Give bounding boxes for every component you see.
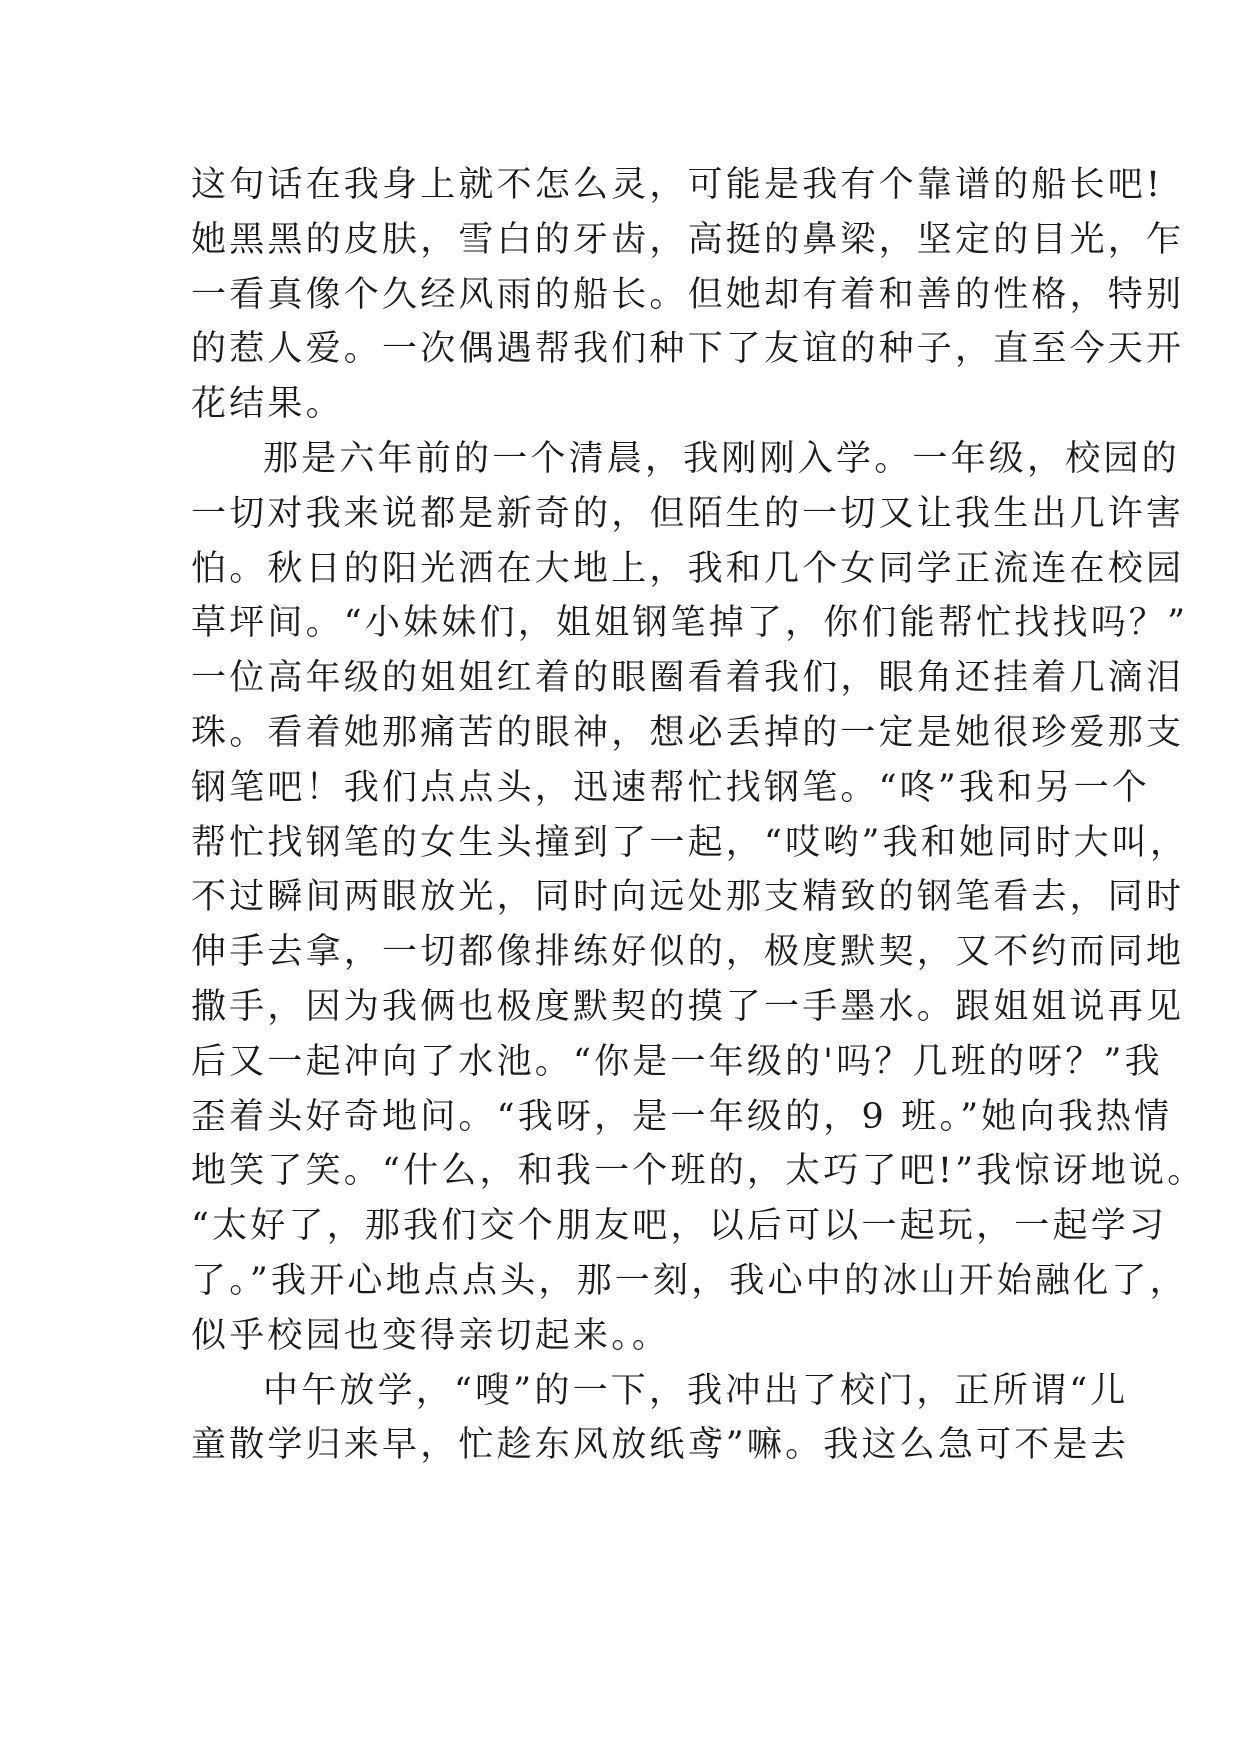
text-line: “太好了，那我们交个朋友吧，以后可以一起玩，一起学习 [191, 1206, 1168, 1247]
text-line: 伸手去拿，一切都像排练好似的，极度默契，又不约而同地 [191, 932, 1185, 973]
text-line: 一看真像个久经风雨的船长。但她却有着和善的性格，特别 [191, 274, 1185, 315]
text-line: 草坪间。“小妹妹们，姐姐钢笔掉了，你们能帮忙找找吗？” [191, 603, 1189, 644]
text-line: 珠。看着她那痛苦的眼神，想必丢掉的一定是她很珍爱那支 [191, 712, 1185, 753]
text-line: 不过瞬间两眼放光，同时向远处那支精致的钢笔看去，同时 [191, 877, 1185, 918]
body-text [191, 158, 1206, 1473]
text-line: 帮忙找钢笔的女生头撞到了一起，“哎哟”我和她同时大叫， [191, 822, 1189, 863]
text-line: 花结果。 [191, 384, 344, 425]
paragraph-first-line: 中午放学，“嗖”的一下，我冲出了校门，正所谓“儿 [263, 1370, 1129, 1411]
text-line: 一切对我来说都是新奇的，但陌生的一切又让我生出几许害 [191, 493, 1185, 534]
text-line: 后又一起冲向了水池。“你是一年级的'吗？几班的呀？”我 [191, 1041, 1163, 1082]
text-line: 这句话在我身上就不怎么灵，可能是我有个靠谱的船长吧! [191, 165, 1164, 205]
text-line: 地笑了笑。“什么，和我一个班的，太巧了吧!”我惊讶地说。 [191, 1151, 1206, 1192]
paragraph-first-line: 那是六年前的一个清晨，我刚刚入学。一年级，校园的 [263, 438, 1180, 479]
text-line: 歪着头好奇地问。“我呀，是一年级的，9 班。”她向我热情 [191, 1096, 1173, 1137]
text-line: 一位高年级的姐姐红着的眼圈看着我们，眼角还挂着几滴泪 [191, 658, 1185, 699]
text-line: 的惹人爱。一次偶遇帮我们种下了友谊的种子，直至今天开 [191, 329, 1185, 370]
text-line: 怕。秋日的阳光洒在大地上，我和几个女同学正流连在校园 [191, 548, 1185, 589]
text-line: 童散学归来早，忙趁东风放纸鸢”嘛。我这么急可不是去 [191, 1425, 1129, 1466]
text-line: 撒手，因为我俩也极度默契的摸了一手墨水。跟姐姐说再见 [191, 986, 1185, 1027]
text-line: 了。”我开心地点点头，那一刻，我心中的冰山开始融化了， [191, 1260, 1188, 1301]
text-line: 似乎校园也变得亲切起来。。 [191, 1315, 671, 1356]
text-line: 她黑黑的皮肤，雪白的牙齿，高挺的鼻梁，坚定的目光，乍 [191, 219, 1185, 260]
text-line: 钢笔吧！我们点点头，迅速帮忙找钢笔。“咚”我和另一个 [191, 767, 1150, 808]
